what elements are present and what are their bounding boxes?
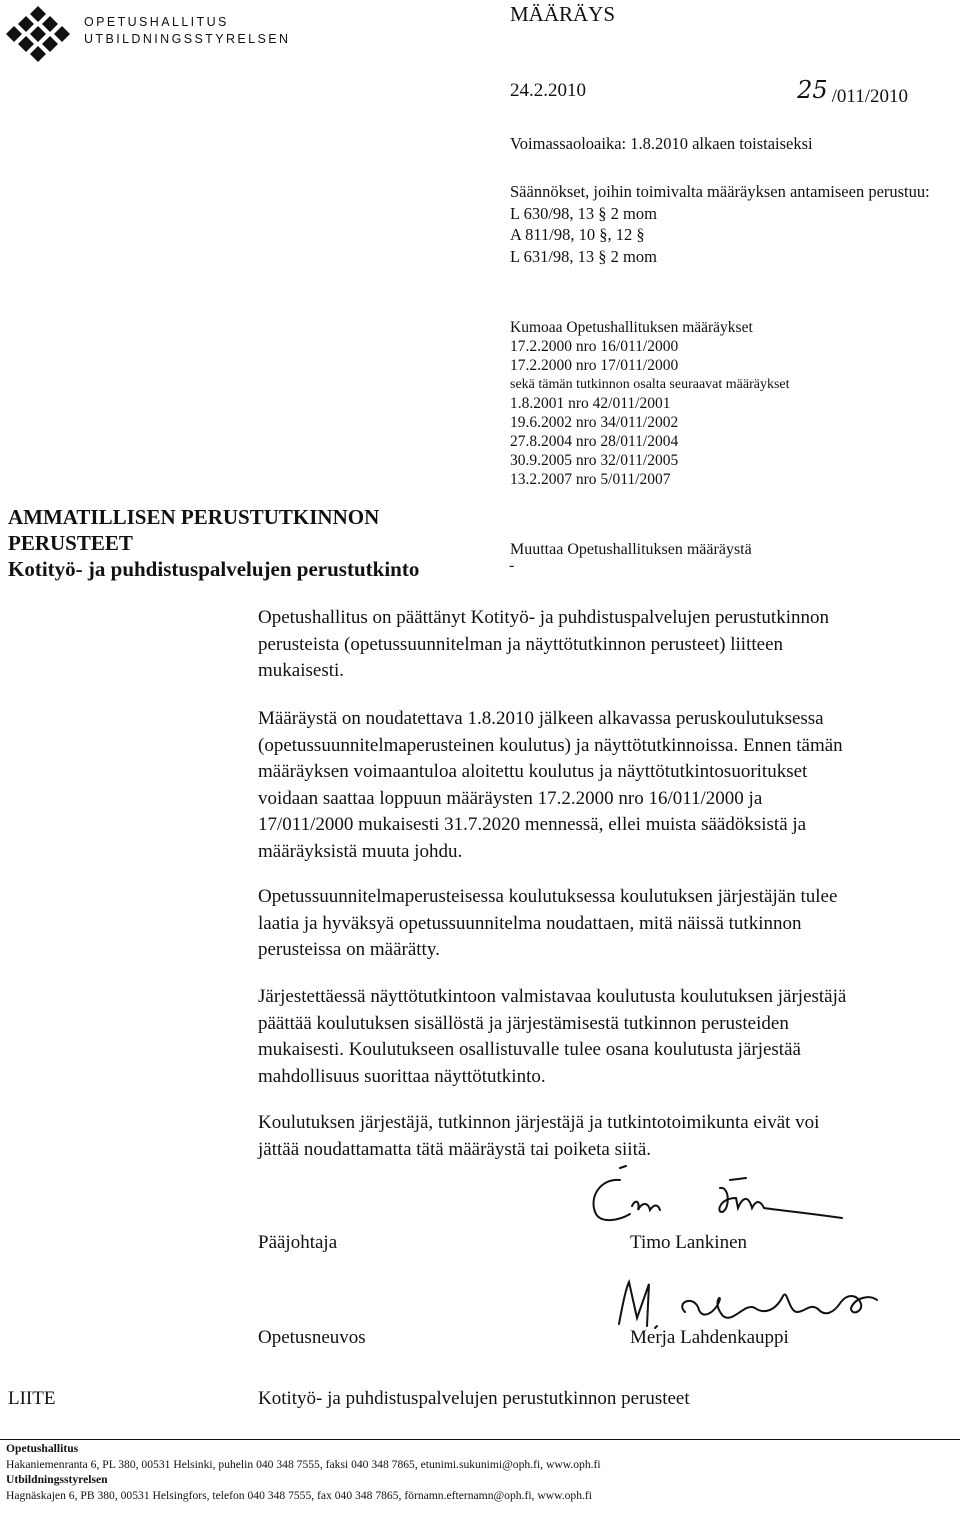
org-name-sv: UTBILDNINGSSTYRELSEN [84, 32, 291, 46]
document-title [8, 504, 419, 582]
signature-timo-lankinen [580, 1158, 870, 1238]
legal-basis-item: A 811/98, 10 §, 12 § [510, 225, 645, 244]
text-line: (opetussuunnitelmaperusteinen koulutus) ja näyttötutkinnoissa. Ennen tämän [258, 734, 843, 756]
text-line: 17/011/2000 mukaisesti 31.7.2020 mennessä, ellei muista säädöksistä ja [258, 814, 807, 835]
text-line: voidaan saattaa loppuun määräysten 17.2.2000 nro 16/011/2000 ja [258, 787, 763, 809]
text-line: jättää noudattamatta tätä määräystä tai poiketa siitä. [258, 1138, 652, 1160]
title-subtitle: Kotityö- ja puhdistuspalvelujen perustutkinto [8, 557, 420, 581]
repeal-item: 13.2.2007 nro 5/011/2007 [510, 471, 671, 488]
footer-address-sv: Hagnäskajen 6, PB 380, 00531 Helsingfors, telefon 040 348 7555, fax 040 348 7865, förnamn.efternamn@oph.fi, www.oph.fi [6, 1488, 592, 1502]
signer-name: Timo Lankinen [630, 1232, 747, 1253]
repealed-regulations [510, 318, 950, 489]
legal-basis-item: L 630/98, 13 § 2 mom [510, 203, 657, 223]
text-line: määräyksistä muuta johdu. [258, 840, 463, 862]
text-line: määräyksen voimaantuloa aloitettu koulutus ja näyttötutkintosuoritukset [258, 761, 808, 782]
footer [6, 1441, 956, 1503]
signer-role-director-general: Pääjohtaja [258, 1232, 338, 1253]
modifies-label: Muuttaa Opetushallituksen määräystä [510, 541, 752, 558]
text-line: Opetushallitus on päättänyt Kotityö- ja puhdistuspalvelujen perustutkinnon [258, 607, 829, 628]
repeal-item: 27.8.2004 nro 28/011/2004 [510, 433, 679, 450]
text-line: päättää koulutuksen sisällöstä ja järjestämisestä tutkinnon perusteiden [258, 1012, 789, 1034]
paragraph-curriculum [258, 884, 938, 964]
paragraph-compliance [258, 1110, 938, 1163]
text-line: Opetussuunnitelmaperusteisessa koulutuksessa koulutuksen järjestäjän tulee [258, 886, 838, 907]
footer-divider [0, 1439, 960, 1440]
repeal-note: sekä tämän tutkinnon osalta seuraavat määräykset [510, 377, 790, 392]
modifies-value: - [509, 557, 515, 574]
repeal-item: 30.9.2005 nro 32/011/2005 [510, 452, 679, 469]
signer-name: Merja Lahdenkauppi [630, 1327, 789, 1348]
paragraph-application [258, 706, 938, 865]
title-line: AMMATILLISEN PERUSTUTKINNON [8, 505, 380, 529]
text-line: mukaisesti. Koulutukseen osallistuvalle tulee osana koulutusta järjestää [258, 1039, 801, 1060]
footer-org-fi: Opetushallitus [6, 1442, 79, 1455]
repeal-item: 17.2.2000 nro 17/011/2000 [510, 357, 679, 374]
text-line: laatia ja hyväksyä opetussuunnitelma noudattaen, mitä näissä tutkinnon [258, 912, 802, 934]
document-type: MÄÄRÄYS [510, 2, 616, 26]
paragraph-preparatory-training [258, 984, 938, 1090]
footer-address-fi: Hakaniemenranta 6, PL 380, 00531 Helsinki, puhelin 040 348 7555, faksi 040 348 7865, etunimi.sukunimi@oph.fi, www.oph.fi [6, 1457, 601, 1471]
repeal-item: 1.8.2001 nro 42/011/2001 [510, 395, 671, 412]
signer-role-counsellor: Opetusneuvos [258, 1327, 366, 1348]
org-name-fi: OPETUSHALLITUS [84, 15, 229, 29]
footer-org-sv: Utbildningsstyrelsen [6, 1473, 108, 1486]
repeal-item: 19.6.2002 nro 34/011/2002 [510, 414, 679, 431]
text-line: Määräystä on noudatettava 1.8.2010 jälkeen alkavassa peruskoulutuksessa [258, 708, 824, 729]
repeal-intro: Kumoaa Opetushallituksen määräykset [510, 319, 753, 336]
text-line: mahdollisuus suorittaa näyttötutkinto. [258, 1065, 546, 1087]
text-line: Järjestettäessä näyttötutkintoon valmistavaa koulutusta koulutuksen järjestäjä [258, 986, 847, 1007]
text-line: mukaisesti. [258, 660, 345, 681]
document-date: 24.2.2010 [510, 80, 586, 101]
repeal-item: 17.2.2000 nro 16/011/2000 [510, 338, 679, 355]
organization-name [84, 14, 290, 48]
title-line: PERUSTEET [8, 531, 133, 555]
text-line: Koulutuksen järjestäjä, tutkinnon järjestäjä ja tutkintotoimikunta eivät voi [258, 1112, 820, 1133]
paragraph-decision [258, 605, 938, 685]
legal-basis-item: L 631/98, 13 § 2 mom [510, 246, 657, 266]
legal-basis [510, 181, 950, 267]
document-number-suffix: /011/2010 [831, 86, 908, 107]
text-line: perusteissa on määrätty. [258, 939, 440, 960]
oph-logo [6, 6, 70, 64]
validity-period: Voimassaoloaika: 1.8.2010 alkaen toistaiseksi [510, 134, 813, 153]
text-line: perusteista (opetussuunnitelman ja näyttötutkinnon perusteet) liitteen [258, 633, 784, 655]
attachment-label: LIITE [8, 1388, 56, 1409]
document-number [540, 76, 908, 108]
handwritten-number: 25 [797, 76, 828, 104]
legal-basis-intro: Säännökset, joihin toimivalta määräyksen antamiseen perustuu: [510, 182, 930, 201]
attachment-title: Kotityö- ja puhdistuspalvelujen perustutkinnon perusteet [258, 1388, 690, 1409]
